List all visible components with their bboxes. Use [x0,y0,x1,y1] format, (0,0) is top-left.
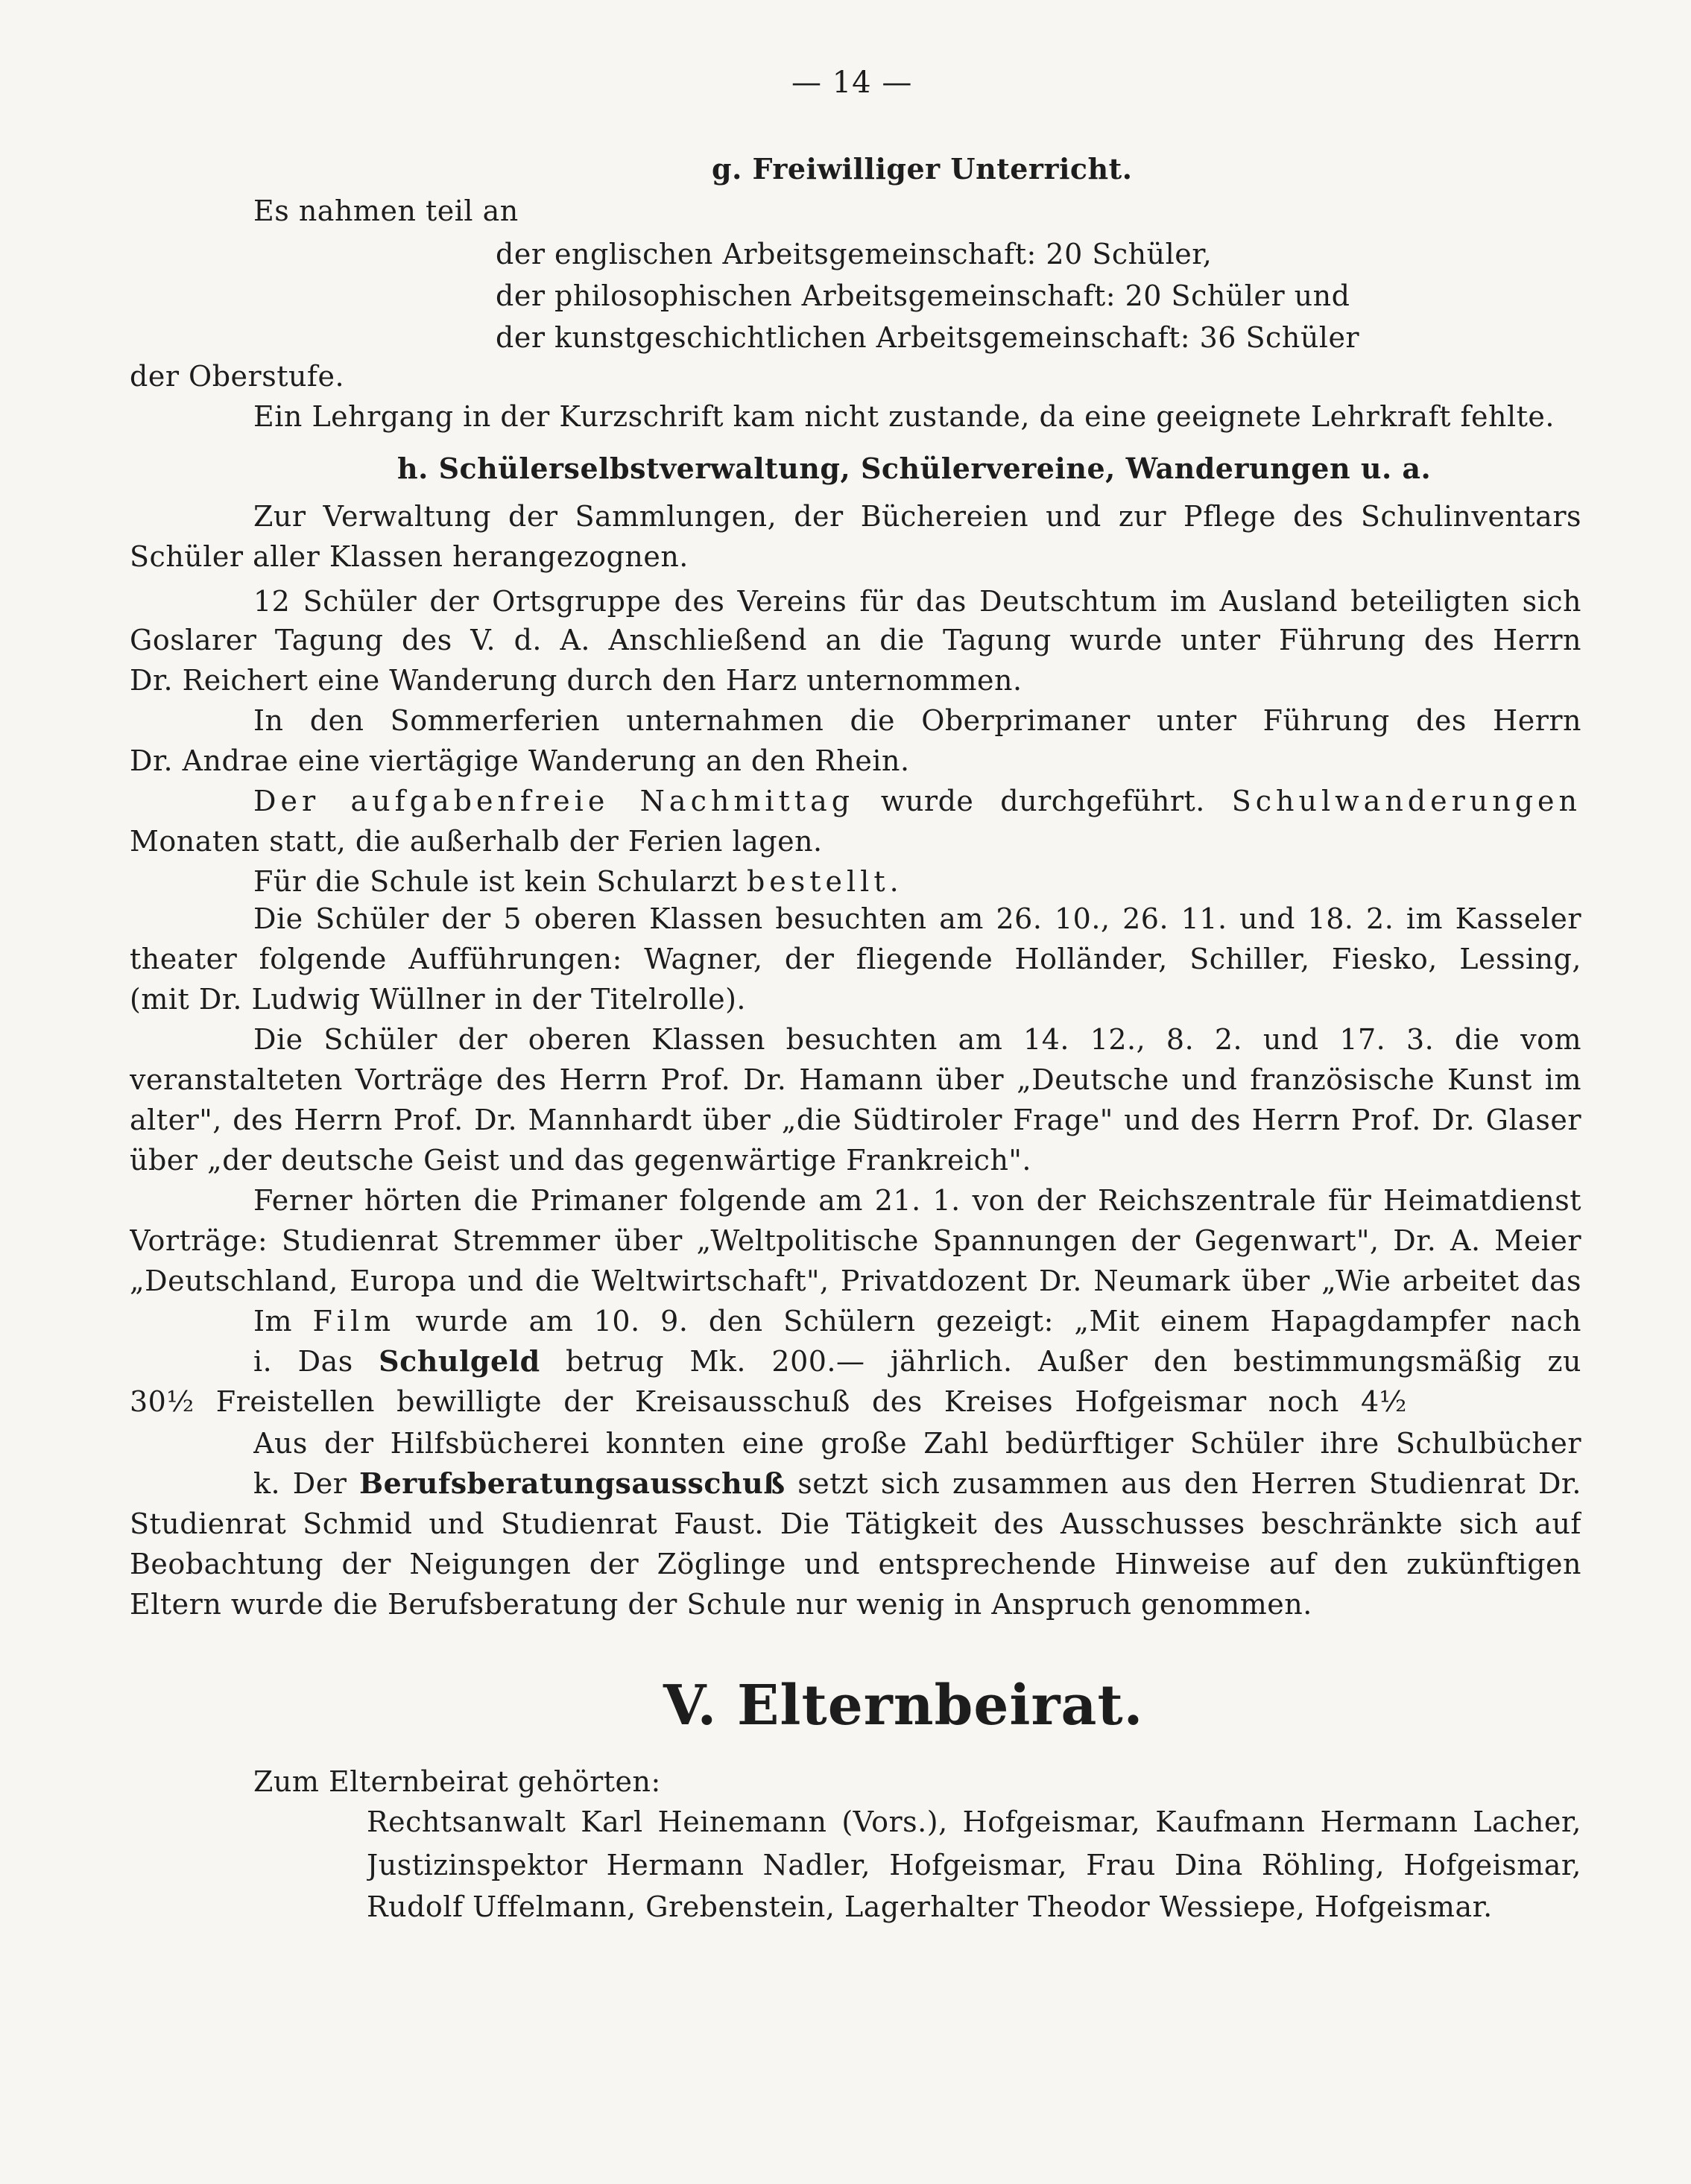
section-h-p8-line-1: Ferner hörten die Primaner folgende am 21. 1. von der Reichszentrale für Heimatdienst [253,1184,1581,1217]
section-k-line-1 [253,1465,1581,1502]
section-h-p8-line-3: „Deutschland, Europa und die Weltwirtschaft", Privatdozent Dr. Neumark über „Wie arbeitet das [130,1264,1581,1297]
spaced-schulwanderungen: Schulwanderungen [1231,785,1581,817]
section-v-member-line-1: Rechtsanwalt Karl Heinemann (Vors.), Hofgeismar, Kaufmann Hermann Lacher, [367,1805,1581,1838]
section-h-p6-line-2: theater folgende Aufführungen: Wagner, der fliegende Holländer, Schiller, Fiesko, Lessing, [130,943,1581,975]
section-i-line-1 [253,1343,1581,1380]
section-g-tail: der Oberstufe. [130,360,345,393]
section-h-p6-line-1: Die Schüler der 5 oberen Klassen besuchten am 26. 10., 26. 11. und 18. 2. im Kasseler [253,902,1581,935]
p9-rest: wurde am 10. 9. den Schülern gezeigt: „Mit einem Hapagdampfer nach [415,1305,1581,1338]
section-h-p6-line-3: (mit Dr. Ludwig Wüllner in der Titelrolle). [130,983,747,1016]
section-h-p2-line-2: Goslarer Tagung des V. d. A. Anschließend an die Tagung wurde unter Führung des Herrn [130,624,1581,656]
k-rest: setzt sich zusammen aus den Herren Studienrat Dr. [797,1467,1581,1500]
section-k-line-3: Beobachtung der Neigungen der Zöglinge und entsprechende Hinweise auf den zukünftigen [130,1548,1581,1580]
spaced-nachmittag: Der aufgabenfreie Nachmittag [253,785,855,817]
section-h-p8-line-2: Vorträge: Studienrat Stremmer über „Weltpolitische Spannungen der Gegenwart", Dr. A. Meier [130,1224,1581,1257]
p5-start: Für die Schule ist kein Schularzt [253,865,747,898]
section-g-intro: Es nahmen teil an [253,194,519,227]
page-number: — 14 — [791,66,913,100]
section-g-item-3: der kunstgeschichtlichen Arbeitsgemeinschaft: 36 Schüler [496,321,1360,354]
spaced-bestellt: bestellt. [746,865,903,898]
section-v-member-line-2: Justizinspektor Hermann Nadler, Hofgeismar, Frau Dina Röhling, Hofgeismar, [367,1849,1581,1881]
spaced-film: Film [312,1305,396,1338]
schulgeld-label: Schulgeld [379,1344,540,1378]
section-h-p1-line-2: Schüler aller Klassen herangezognen. [130,540,689,573]
p9-start: Im [253,1305,313,1338]
section-h-p9 [253,1303,1581,1340]
section-v-heading: V. Elternbeirat. [663,1674,1144,1738]
section-g-heading: g. Freiwilliger Unterricht. [712,152,1133,186]
section-i-line-2: 30½ Freistellen bewilligte der Kreisausschuß des Kreises Hofgeismar noch 4½ [130,1385,1407,1418]
section-h-p2-line-1: 12 Schüler der Ortsgruppe des Vereins für das Deutschtum im Ausland beteiligten sich [253,585,1581,618]
section-h-p7-line-3: alter", des Herrn Prof. Dr. Mannhardt über „die Südtiroler Frage" und des Herrn Prof. Dr. Glaser [130,1104,1581,1136]
section-h-p7-line-4: über „der deutsche Geist und das gegenwärtige Frankreich". [130,1144,1031,1177]
berufsberatung-label: Berufsberatungsausschuß [358,1466,786,1500]
section-h-p7-line-2: veranstalteten Vorträge des Herrn Prof. Dr. Hamann über „Deutsche und französische Kunst im [130,1063,1581,1096]
section-h-p7-line-1: Die Schüler der oberen Klassen besuchten am 14. 12., 8. 2. und 17. 3. die vom [253,1023,1581,1056]
section-v-intro: Zum Elternbeirat gehörten: [253,1765,661,1798]
section-k-line-4: Eltern wurde die Berufsberatung der Schule nur wenig in Anspruch genommen. [130,1588,1312,1621]
p4-rest: wurde durchgeführt. [854,785,1232,817]
section-h-heading: h. Schülerselbstverwaltung, Schülervereine, Wanderungen u. a. [397,452,1432,485]
section-h-p3-line-1: In den Sommerferien unternahmen die Oberprimaner unter Führung des Herrn [253,704,1581,737]
section-i-line-3: Aus der Hilfsbücherei konnten eine große Zahl bedürftiger Schüler ihre Schulbücher [253,1427,1581,1460]
k-start: k. Der [253,1467,359,1500]
section-g-item-2: der philosophischen Arbeitsgemeinschaft: 20 Schüler und [496,279,1350,312]
section-h-p4-line-1 [253,782,1581,820]
section-k-line-2: Studienrat Schmid und Studienrat Faust. Die Tätigkeit des Ausschusses beschränkte sich auf [130,1507,1581,1540]
section-h-p1-line-1: Zur Verwaltung der Sammlungen, der Büchereien und zur Pflege des Schulinventars [253,500,1581,533]
section-h-p2-line-3: Dr. Reichert eine Wanderung durch den Harz unternommen. [130,664,1022,697]
section-v-member-line-3: Rudolf Uffelmann, Grebenstein, Lagerhalter Theodor Wessiepe, Hofgeismar. [367,1890,1493,1923]
section-g-kurzschrift: Ein Lehrgang in der Kurzschrift kam nicht zustande, da eine geeignete Lehrkraft fehlte. [253,400,1555,433]
i-rest: betrug Mk. 200.— jährlich. Außer den bestimmungsmäßig zu [566,1345,1581,1378]
section-h-p3-line-2: Dr. Andrae eine viertägige Wanderung an den Rhein. [130,744,910,777]
section-g-item-1: der englischen Arbeitsgemeinschaft: 20 Schüler, [496,238,1213,270]
section-h-p5 [253,863,903,900]
i-start: i. Das [253,1345,379,1378]
section-h-p4-line-2: Monaten statt, die außerhalb der Ferien lagen. [130,825,823,858]
